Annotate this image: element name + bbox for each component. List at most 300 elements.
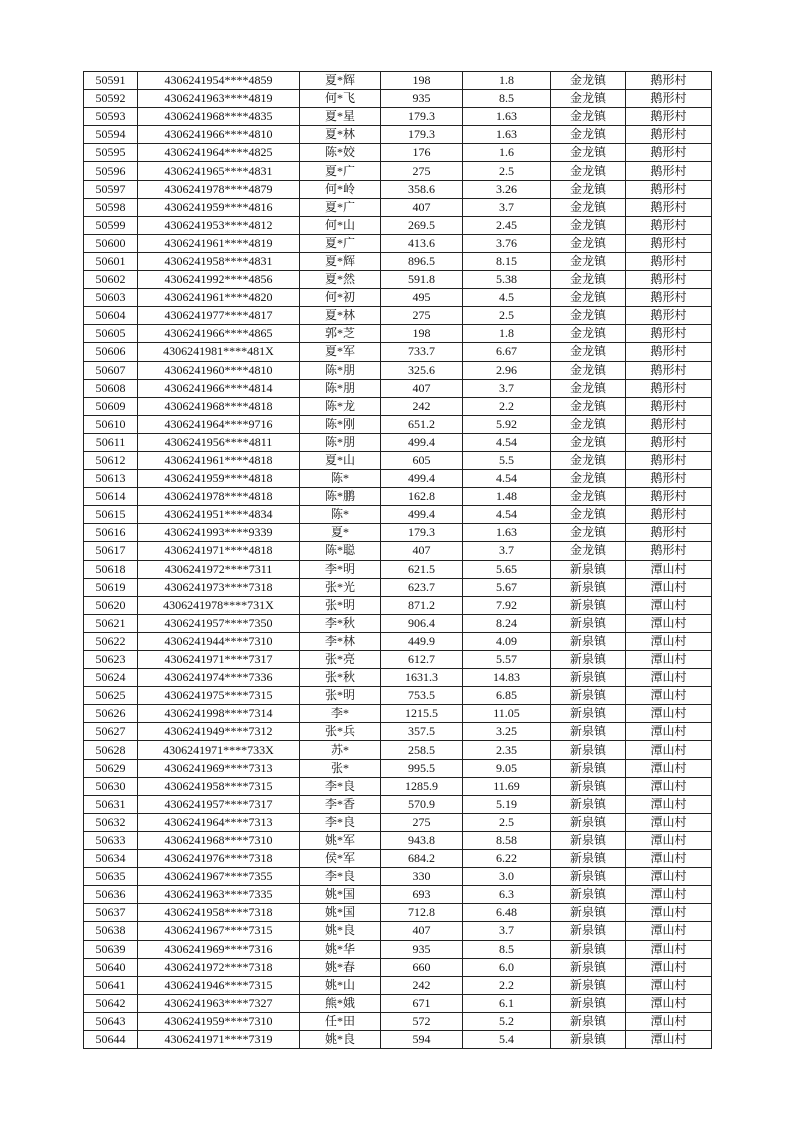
table-row bbox=[84, 108, 712, 126]
amount-cell: 943.8 bbox=[381, 831, 463, 849]
amount-cell: 407 bbox=[381, 542, 463, 560]
name-cell: 夏*山 bbox=[300, 451, 381, 469]
amount-cell: 179.3 bbox=[381, 524, 463, 542]
name-cell: 夏*辉 bbox=[300, 72, 381, 90]
row-number-cell: 50593 bbox=[84, 108, 138, 126]
table-row bbox=[84, 343, 712, 361]
table-row bbox=[84, 415, 712, 433]
row-number-cell: 50616 bbox=[84, 524, 138, 542]
village-cell: 鹅形村 bbox=[626, 470, 712, 488]
row-number-cell: 50638 bbox=[84, 922, 138, 940]
village-cell: 潭山村 bbox=[626, 741, 712, 759]
name-cell: 夏*军 bbox=[300, 343, 381, 361]
row-number-cell: 50611 bbox=[84, 433, 138, 451]
id-number-cell: 4306241959****7310 bbox=[138, 1012, 300, 1030]
name-cell: 陈*朋 bbox=[300, 379, 381, 397]
amount-cell: 275 bbox=[381, 307, 463, 325]
row-number-cell: 50591 bbox=[84, 72, 138, 90]
table-row bbox=[84, 379, 712, 397]
row-number-cell: 50605 bbox=[84, 325, 138, 343]
name-cell: 陈* bbox=[300, 506, 381, 524]
town-cell: 金龙镇 bbox=[551, 271, 626, 289]
amount-cell: 330 bbox=[381, 868, 463, 886]
id-number-cell: 4306241967****7315 bbox=[138, 922, 300, 940]
town-cell: 金龙镇 bbox=[551, 108, 626, 126]
row-number-cell: 50603 bbox=[84, 289, 138, 307]
village-cell: 潭山村 bbox=[626, 705, 712, 723]
amount-cell: 572 bbox=[381, 1012, 463, 1030]
table-row bbox=[84, 940, 712, 958]
table-row bbox=[84, 741, 712, 759]
table-row bbox=[84, 542, 712, 560]
id-number-cell: 4306241969****7316 bbox=[138, 940, 300, 958]
town-cell: 金龙镇 bbox=[551, 415, 626, 433]
id-number-cell: 4306241993****9339 bbox=[138, 524, 300, 542]
village-cell: 鹅形村 bbox=[626, 198, 712, 216]
amount-cell: 712.8 bbox=[381, 904, 463, 922]
id-number-cell: 4306241961****4818 bbox=[138, 451, 300, 469]
table-row bbox=[84, 144, 712, 162]
town-cell: 金龙镇 bbox=[551, 542, 626, 560]
town-cell: 新泉镇 bbox=[551, 831, 626, 849]
row-number-cell: 50597 bbox=[84, 180, 138, 198]
id-number-cell: 4306241964****9716 bbox=[138, 415, 300, 433]
table-row bbox=[84, 433, 712, 451]
amount-cell: 1215.5 bbox=[381, 705, 463, 723]
village-cell: 潭山村 bbox=[626, 687, 712, 705]
row-number-cell: 50602 bbox=[84, 271, 138, 289]
amount-cell: 753.5 bbox=[381, 687, 463, 705]
village-cell: 潭山村 bbox=[626, 723, 712, 741]
village-cell: 潭山村 bbox=[626, 904, 712, 922]
table-row bbox=[84, 361, 712, 379]
table-row bbox=[84, 904, 712, 922]
area-cell: 5.5 bbox=[463, 451, 551, 469]
village-cell: 鹅形村 bbox=[626, 379, 712, 397]
table-row bbox=[84, 578, 712, 596]
town-cell: 新泉镇 bbox=[551, 958, 626, 976]
area-cell: 5.57 bbox=[463, 651, 551, 669]
id-number-cell: 4306241992****4856 bbox=[138, 271, 300, 289]
row-number-cell: 50621 bbox=[84, 614, 138, 632]
area-cell: 2.5 bbox=[463, 307, 551, 325]
row-number-cell: 50600 bbox=[84, 234, 138, 252]
area-cell: 3.76 bbox=[463, 234, 551, 252]
id-number-cell: 4306241998****7314 bbox=[138, 705, 300, 723]
amount-cell: 1285.9 bbox=[381, 777, 463, 795]
town-cell: 新泉镇 bbox=[551, 868, 626, 886]
amount-cell: 1631.3 bbox=[381, 669, 463, 687]
village-cell: 鹅形村 bbox=[626, 289, 712, 307]
area-cell: 4.54 bbox=[463, 433, 551, 451]
row-number-cell: 50610 bbox=[84, 415, 138, 433]
table-row bbox=[84, 234, 712, 252]
town-cell: 新泉镇 bbox=[551, 705, 626, 723]
row-number-cell: 50628 bbox=[84, 741, 138, 759]
area-cell: 4.54 bbox=[463, 506, 551, 524]
table-row bbox=[84, 669, 712, 687]
amount-cell: 499.4 bbox=[381, 470, 463, 488]
id-number-cell: 4306241954****4859 bbox=[138, 72, 300, 90]
id-number-cell: 4306241975****7315 bbox=[138, 687, 300, 705]
amount-cell: 671 bbox=[381, 994, 463, 1012]
name-cell: 夏*林 bbox=[300, 307, 381, 325]
id-number-cell: 4306241978****4818 bbox=[138, 488, 300, 506]
row-number-cell: 50613 bbox=[84, 470, 138, 488]
amount-cell: 906.4 bbox=[381, 614, 463, 632]
row-number-cell: 50595 bbox=[84, 144, 138, 162]
town-cell: 金龙镇 bbox=[551, 524, 626, 542]
row-number-cell: 50594 bbox=[84, 126, 138, 144]
area-cell: 1.6 bbox=[463, 144, 551, 162]
area-cell: 8.5 bbox=[463, 940, 551, 958]
amount-cell: 684.2 bbox=[381, 850, 463, 868]
name-cell: 何*山 bbox=[300, 216, 381, 234]
town-cell: 新泉镇 bbox=[551, 1030, 626, 1048]
name-cell: 陈*龙 bbox=[300, 397, 381, 415]
town-cell: 新泉镇 bbox=[551, 994, 626, 1012]
town-cell: 新泉镇 bbox=[551, 560, 626, 578]
id-number-cell: 4306241946****7315 bbox=[138, 976, 300, 994]
amount-cell: 499.4 bbox=[381, 506, 463, 524]
area-cell: 6.1 bbox=[463, 994, 551, 1012]
town-cell: 新泉镇 bbox=[551, 976, 626, 994]
table-row bbox=[84, 795, 712, 813]
area-cell: 5.65 bbox=[463, 560, 551, 578]
town-cell: 金龙镇 bbox=[551, 90, 626, 108]
id-number-cell: 4306241966****4814 bbox=[138, 379, 300, 397]
town-cell: 金龙镇 bbox=[551, 470, 626, 488]
name-cell: 夏*然 bbox=[300, 271, 381, 289]
name-cell: 陈*朋 bbox=[300, 433, 381, 451]
amount-cell: 651.2 bbox=[381, 415, 463, 433]
table-row bbox=[84, 72, 712, 90]
area-cell: 3.26 bbox=[463, 180, 551, 198]
town-cell: 金龙镇 bbox=[551, 397, 626, 415]
area-cell: 9.05 bbox=[463, 759, 551, 777]
id-number-cell: 4306241957****7350 bbox=[138, 614, 300, 632]
amount-cell: 407 bbox=[381, 922, 463, 940]
amount-cell: 570.9 bbox=[381, 795, 463, 813]
area-cell: 6.0 bbox=[463, 958, 551, 976]
village-cell: 潭山村 bbox=[626, 940, 712, 958]
table-row bbox=[84, 162, 712, 180]
table-row bbox=[84, 651, 712, 669]
name-cell: 李*良 bbox=[300, 777, 381, 795]
name-cell: 李*良 bbox=[300, 868, 381, 886]
id-number-cell: 4306241966****4810 bbox=[138, 126, 300, 144]
town-cell: 新泉镇 bbox=[551, 578, 626, 596]
village-cell: 鹅形村 bbox=[626, 488, 712, 506]
table-row bbox=[84, 325, 712, 343]
area-cell: 2.5 bbox=[463, 162, 551, 180]
row-number-cell: 50596 bbox=[84, 162, 138, 180]
town-cell: 金龙镇 bbox=[551, 451, 626, 469]
name-cell: 陈*刚 bbox=[300, 415, 381, 433]
row-number-cell: 50599 bbox=[84, 216, 138, 234]
row-number-cell: 50614 bbox=[84, 488, 138, 506]
village-cell: 潭山村 bbox=[626, 831, 712, 849]
village-cell: 潭山村 bbox=[626, 1030, 712, 1048]
table-row bbox=[84, 126, 712, 144]
table-row bbox=[84, 470, 712, 488]
table-row bbox=[84, 216, 712, 234]
town-cell: 新泉镇 bbox=[551, 741, 626, 759]
town-cell: 金龙镇 bbox=[551, 488, 626, 506]
village-cell: 鹅形村 bbox=[626, 506, 712, 524]
table-row bbox=[84, 994, 712, 1012]
name-cell: 姚*良 bbox=[300, 1030, 381, 1048]
name-cell: 张*兵 bbox=[300, 723, 381, 741]
table-row bbox=[84, 198, 712, 216]
town-cell: 新泉镇 bbox=[551, 596, 626, 614]
village-cell: 鹅形村 bbox=[626, 325, 712, 343]
area-cell: 5.4 bbox=[463, 1030, 551, 1048]
id-number-cell: 4306241956****4811 bbox=[138, 433, 300, 451]
amount-cell: 258.5 bbox=[381, 741, 463, 759]
table-row bbox=[84, 759, 712, 777]
id-number-cell: 4306241961****4820 bbox=[138, 289, 300, 307]
id-number-cell: 4306241981****481X bbox=[138, 343, 300, 361]
village-cell: 鹅形村 bbox=[626, 397, 712, 415]
row-number-cell: 50598 bbox=[84, 198, 138, 216]
table-row bbox=[84, 307, 712, 325]
area-cell: 1.8 bbox=[463, 325, 551, 343]
row-number-cell: 50634 bbox=[84, 850, 138, 868]
area-cell: 1.63 bbox=[463, 524, 551, 542]
town-cell: 金龙镇 bbox=[551, 144, 626, 162]
amount-cell: 693 bbox=[381, 886, 463, 904]
village-cell: 潭山村 bbox=[626, 958, 712, 976]
amount-cell: 407 bbox=[381, 379, 463, 397]
amount-cell: 449.9 bbox=[381, 632, 463, 650]
area-cell: 3.7 bbox=[463, 379, 551, 397]
amount-cell: 995.5 bbox=[381, 759, 463, 777]
village-cell: 鹅形村 bbox=[626, 180, 712, 198]
row-number-cell: 50637 bbox=[84, 904, 138, 922]
town-cell: 新泉镇 bbox=[551, 687, 626, 705]
row-number-cell: 50625 bbox=[84, 687, 138, 705]
town-cell: 新泉镇 bbox=[551, 813, 626, 831]
name-cell: 李*林 bbox=[300, 632, 381, 650]
id-number-cell: 4306241972****7311 bbox=[138, 560, 300, 578]
id-number-cell: 4306241964****7313 bbox=[138, 813, 300, 831]
name-cell: 姚*山 bbox=[300, 976, 381, 994]
area-cell: 4.09 bbox=[463, 632, 551, 650]
table-row bbox=[84, 705, 712, 723]
id-number-cell: 4306241951****4834 bbox=[138, 506, 300, 524]
town-cell: 新泉镇 bbox=[551, 940, 626, 958]
amount-cell: 591.8 bbox=[381, 271, 463, 289]
amount-cell: 275 bbox=[381, 813, 463, 831]
id-number-cell: 4306241978****731X bbox=[138, 596, 300, 614]
table-row bbox=[84, 488, 712, 506]
village-cell: 鹅形村 bbox=[626, 252, 712, 270]
id-number-cell: 4306241965****4831 bbox=[138, 162, 300, 180]
id-number-cell: 4306241958****4831 bbox=[138, 252, 300, 270]
town-cell: 金龙镇 bbox=[551, 216, 626, 234]
amount-cell: 179.3 bbox=[381, 126, 463, 144]
area-cell: 4.5 bbox=[463, 289, 551, 307]
name-cell: 张*光 bbox=[300, 578, 381, 596]
amount-cell: 407 bbox=[381, 198, 463, 216]
id-number-cell: 4306241960****4810 bbox=[138, 361, 300, 379]
town-cell: 金龙镇 bbox=[551, 361, 626, 379]
row-number-cell: 50623 bbox=[84, 651, 138, 669]
amount-cell: 198 bbox=[381, 325, 463, 343]
table-row bbox=[84, 777, 712, 795]
id-number-cell: 4306241973****7318 bbox=[138, 578, 300, 596]
id-number-cell: 4306241977****4817 bbox=[138, 307, 300, 325]
row-number-cell: 50609 bbox=[84, 397, 138, 415]
table-row bbox=[84, 723, 712, 741]
name-cell: 陈*聪 bbox=[300, 542, 381, 560]
town-cell: 新泉镇 bbox=[551, 1012, 626, 1030]
area-cell: 2.45 bbox=[463, 216, 551, 234]
row-number-cell: 50606 bbox=[84, 343, 138, 361]
name-cell: 夏*林 bbox=[300, 126, 381, 144]
village-cell: 鹅形村 bbox=[626, 542, 712, 560]
amount-cell: 179.3 bbox=[381, 108, 463, 126]
table-row bbox=[84, 831, 712, 849]
area-cell: 2.96 bbox=[463, 361, 551, 379]
village-cell: 潭山村 bbox=[626, 578, 712, 596]
area-cell: 5.38 bbox=[463, 271, 551, 289]
row-number-cell: 50626 bbox=[84, 705, 138, 723]
name-cell: 姚*军 bbox=[300, 831, 381, 849]
name-cell: 侯*军 bbox=[300, 850, 381, 868]
row-number-cell: 50636 bbox=[84, 886, 138, 904]
row-number-cell: 50618 bbox=[84, 560, 138, 578]
town-cell: 金龙镇 bbox=[551, 126, 626, 144]
table-row bbox=[84, 506, 712, 524]
id-number-cell: 4306241968****4818 bbox=[138, 397, 300, 415]
town-cell: 新泉镇 bbox=[551, 886, 626, 904]
id-number-cell: 4306241978****4879 bbox=[138, 180, 300, 198]
table-row bbox=[84, 524, 712, 542]
row-number-cell: 50604 bbox=[84, 307, 138, 325]
town-cell: 新泉镇 bbox=[551, 632, 626, 650]
area-cell: 8.24 bbox=[463, 614, 551, 632]
village-cell: 潭山村 bbox=[626, 596, 712, 614]
town-cell: 新泉镇 bbox=[551, 922, 626, 940]
id-number-cell: 4306241964****4825 bbox=[138, 144, 300, 162]
row-number-cell: 50620 bbox=[84, 596, 138, 614]
table-row bbox=[84, 560, 712, 578]
name-cell: 姚*国 bbox=[300, 886, 381, 904]
amount-cell: 935 bbox=[381, 940, 463, 958]
id-number-cell: 4306241959****4818 bbox=[138, 470, 300, 488]
amount-cell: 935 bbox=[381, 90, 463, 108]
name-cell: 陈*鹏 bbox=[300, 488, 381, 506]
village-cell: 鹅形村 bbox=[626, 415, 712, 433]
name-cell: 夏* bbox=[300, 524, 381, 542]
area-cell: 5.67 bbox=[463, 578, 551, 596]
area-cell: 5.19 bbox=[463, 795, 551, 813]
village-cell: 潭山村 bbox=[626, 632, 712, 650]
id-number-cell: 4306241974****7336 bbox=[138, 669, 300, 687]
village-cell: 鹅形村 bbox=[626, 307, 712, 325]
area-cell: 5.2 bbox=[463, 1012, 551, 1030]
table-row bbox=[84, 180, 712, 198]
name-cell: 姚*春 bbox=[300, 958, 381, 976]
village-cell: 潭山村 bbox=[626, 759, 712, 777]
area-cell: 8.58 bbox=[463, 831, 551, 849]
amount-cell: 242 bbox=[381, 397, 463, 415]
id-number-cell: 4306241958****7318 bbox=[138, 904, 300, 922]
village-cell: 鹅形村 bbox=[626, 144, 712, 162]
village-cell: 鹅形村 bbox=[626, 162, 712, 180]
id-number-cell: 4306241959****4816 bbox=[138, 198, 300, 216]
data-table bbox=[83, 71, 712, 1049]
table-row bbox=[84, 90, 712, 108]
area-cell: 8.5 bbox=[463, 90, 551, 108]
amount-cell: 242 bbox=[381, 976, 463, 994]
row-number-cell: 50624 bbox=[84, 669, 138, 687]
town-cell: 新泉镇 bbox=[551, 850, 626, 868]
area-cell: 2.2 bbox=[463, 976, 551, 994]
id-number-cell: 4306241971****733X bbox=[138, 741, 300, 759]
area-cell: 2.35 bbox=[463, 741, 551, 759]
table-row bbox=[84, 596, 712, 614]
id-number-cell: 4306241971****7319 bbox=[138, 1030, 300, 1048]
table-row bbox=[84, 687, 712, 705]
town-cell: 金龙镇 bbox=[551, 198, 626, 216]
table-row bbox=[84, 922, 712, 940]
amount-cell: 413.6 bbox=[381, 234, 463, 252]
name-cell: 姚*良 bbox=[300, 922, 381, 940]
row-number-cell: 50622 bbox=[84, 632, 138, 650]
row-number-cell: 50627 bbox=[84, 723, 138, 741]
area-cell: 3.7 bbox=[463, 198, 551, 216]
id-number-cell: 4306241963****7327 bbox=[138, 994, 300, 1012]
id-number-cell: 4306241949****7312 bbox=[138, 723, 300, 741]
amount-cell: 325.6 bbox=[381, 361, 463, 379]
village-cell: 潭山村 bbox=[626, 886, 712, 904]
town-cell: 金龙镇 bbox=[551, 72, 626, 90]
village-cell: 潭山村 bbox=[626, 560, 712, 578]
area-cell: 11.69 bbox=[463, 777, 551, 795]
village-cell: 鹅形村 bbox=[626, 126, 712, 144]
village-cell: 潭山村 bbox=[626, 994, 712, 1012]
row-number-cell: 50615 bbox=[84, 506, 138, 524]
row-number-cell: 50629 bbox=[84, 759, 138, 777]
amount-cell: 612.7 bbox=[381, 651, 463, 669]
name-cell: 何*初 bbox=[300, 289, 381, 307]
table-row bbox=[84, 1030, 712, 1048]
name-cell: 李*秋 bbox=[300, 614, 381, 632]
town-cell: 金龙镇 bbox=[551, 289, 626, 307]
row-number-cell: 50633 bbox=[84, 831, 138, 849]
row-number-cell: 50612 bbox=[84, 451, 138, 469]
amount-cell: 896.5 bbox=[381, 252, 463, 270]
area-cell: 1.8 bbox=[463, 72, 551, 90]
amount-cell: 495 bbox=[381, 289, 463, 307]
town-cell: 新泉镇 bbox=[551, 614, 626, 632]
row-number-cell: 50630 bbox=[84, 777, 138, 795]
amount-cell: 623.7 bbox=[381, 578, 463, 596]
table-row bbox=[84, 289, 712, 307]
amount-cell: 733.7 bbox=[381, 343, 463, 361]
table-row bbox=[84, 850, 712, 868]
name-cell: 陈*朋 bbox=[300, 361, 381, 379]
amount-cell: 198 bbox=[381, 72, 463, 90]
table-row bbox=[84, 976, 712, 994]
area-cell: 1.63 bbox=[463, 108, 551, 126]
row-number-cell: 50639 bbox=[84, 940, 138, 958]
row-number-cell: 50643 bbox=[84, 1012, 138, 1030]
town-cell: 新泉镇 bbox=[551, 669, 626, 687]
